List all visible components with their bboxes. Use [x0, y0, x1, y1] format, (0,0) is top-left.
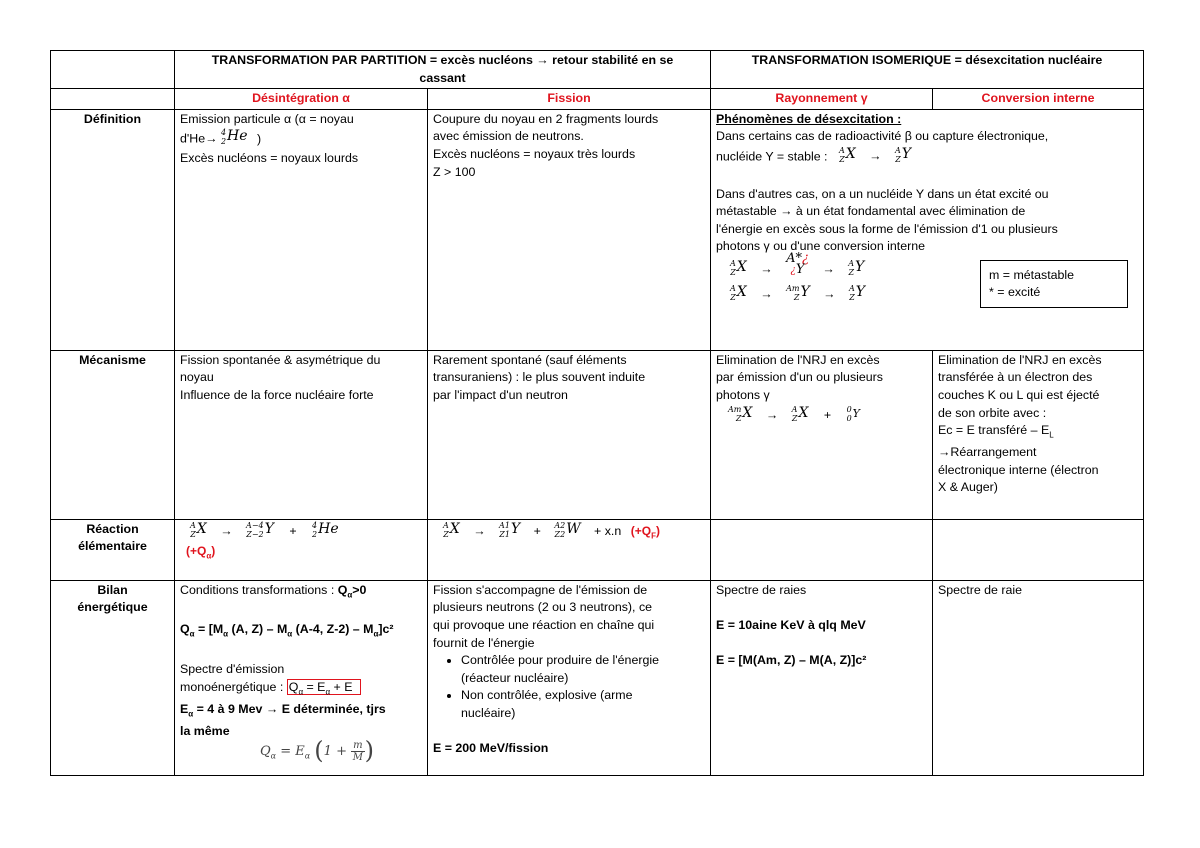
header-partition-line1: TRANSFORMATION PAR PARTITION = excès nucléons → retour stabilité en se — [211, 53, 674, 67]
definition-fission-line1: Coupure du noyau en 2 fragments lourds — [433, 111, 659, 126]
arrow-icon: → — [760, 262, 773, 277]
reaction-row — [51, 519, 1144, 580]
isomeric-p1-line1: Dans certains cas de radioactivité β ou capture électronique, — [716, 129, 1049, 144]
bilan-row — [51, 580, 1144, 775]
arrow-icon: → — [220, 524, 233, 539]
definition-row — [51, 109, 1144, 350]
arrow-icon: → — [473, 524, 486, 539]
bilan-alpha-line5: $E_\alpha = 4$ à 9 Mev → E déterminée, tjrs — [180, 701, 386, 719]
subheader-alpha: Désintégration α — [175, 89, 428, 110]
conversion-line1: Elimination de l'NRJ en excès — [938, 352, 1102, 367]
isomeric-p2-line1: Dans d'autres cas, on a un nucléide Y dans un état excité ou — [716, 186, 1049, 201]
arrow-icon: → — [822, 262, 835, 277]
conversion-line4: de son orbite avec : — [938, 405, 1047, 420]
definition-alpha-line3: Excès nucléons = noyaux lourds — [180, 151, 359, 166]
arrow-icon: → — [760, 287, 773, 302]
bilan-alpha-cell — [175, 580, 428, 775]
isomeric-p1-line2: nucléide Y = stable : A ZX → A ZY — [716, 146, 1138, 168]
mecanisme-fission-line1: Rarement spontané (sauf éléments — [433, 352, 627, 367]
bilan-fission-line4: fournit de l'énergie — [433, 635, 535, 650]
arrow-icon: → — [765, 407, 779, 422]
row-label-definition: Définition — [51, 109, 175, 350]
header-partition-line2: cassant — [419, 70, 466, 85]
list-item: • Contrôlée pour produire de l'énergie (réacteur nucléaire) — [461, 652, 705, 687]
mecanisme-alpha-line1: Fission spontanée & asymétrique du — [180, 352, 381, 367]
isomeric-p2-line4: photons γ ou d'une conversion interne — [716, 239, 926, 254]
subheader-fission: Fission — [428, 89, 711, 110]
row-label-bilan: Bilan énergétique — [51, 580, 175, 775]
conversion-line3: couches K ou L qui est éjecté — [938, 387, 1100, 402]
header-row — [51, 51, 1144, 89]
conversion-line2: transférée à un électron des — [938, 370, 1093, 385]
bilan-conversion-cell — [933, 580, 1144, 775]
header-partition — [175, 51, 711, 89]
bilan-alpha-line4: monoénergétique : $Q_\alpha = E_\alpha + E$ — [180, 679, 422, 701]
header-isomeric — [711, 51, 1144, 89]
desexcitation-title: Phénomènes de désexcitation : — [716, 111, 902, 126]
alpha-equation: A ZX → A−4 Z−2Y + 4 2He — [190, 520, 339, 539]
legend-box — [980, 260, 1128, 308]
conversion-line5: Ec = E transféré – $E_L$ — [938, 423, 1054, 440]
bilan-fission-line3: qui provoque une réaction en chaîne qui — [433, 617, 655, 632]
legend-excited: * = excité — [989, 284, 1041, 299]
helium-isotope: 4 2He — [220, 128, 248, 147]
mecanisme-gamma-line2: par émission d'un ou plusieurs — [716, 370, 883, 385]
metastable-chain: A ZX → Am ZY → A ZY — [730, 283, 866, 302]
definition-alpha-he-text: d'He→ — [180, 131, 218, 146]
reaction-gamma-cell — [711, 519, 933, 580]
definition-fission-cell — [428, 109, 711, 350]
reaction-alpha-cell — [175, 519, 428, 580]
conversion-line7: électronique interne (électron — [938, 462, 1099, 477]
definition-alpha-line1: Emission particule α (α = noyau — [180, 111, 354, 126]
definition-alpha-line2: d'He→ 4 2He ) — [180, 128, 422, 150]
subheader-row — [51, 89, 1144, 110]
legend-metastable: m = métastable — [989, 267, 1075, 282]
subheader-gamma: Rayonnement γ — [711, 89, 933, 110]
fission-bullet-list — [433, 652, 705, 722]
bilan-fission-cell — [428, 580, 711, 775]
header-isomeric-text: TRANSFORMATION ISOMERIQUE = désexcitation nucléaire — [751, 53, 1103, 67]
alpha-q-energy: $(+Q_\alpha)$ — [186, 543, 216, 561]
mecanisme-gamma-line1: Elimination de l'NRJ en excès — [716, 352, 880, 367]
mecanisme-fission-cell — [428, 350, 711, 519]
bilan-conversion-line1: Spectre de raie — [938, 582, 1023, 597]
definition-fission-line3: Excès nucléons = noyaux très lourds — [433, 146, 636, 161]
mecanisme-gamma-line3: photons γ — [716, 387, 770, 402]
definition-alpha-cell — [175, 109, 428, 350]
mecanisme-conversion-cell — [933, 350, 1144, 519]
bilan-gamma-line1: Spectre de raies — [716, 582, 807, 597]
reaction-fission-cell — [428, 519, 711, 580]
bilan-alpha-line1: Conditions transformations : $Q_\alpha>0$ — [180, 582, 367, 600]
bilan-alpha-line6: la même — [180, 723, 230, 738]
excited-chain: A ZX → A*¿ ¿Y → A ZY — [730, 250, 865, 277]
definition-isomeric-cell — [711, 109, 1144, 350]
subheader-empty-cell — [51, 89, 175, 110]
isotope-Y: A ZY — [895, 145, 912, 164]
mecanisme-fission-line2: transuraniens) : le plus souvent induite — [433, 370, 646, 385]
row-label-mecanisme: Mécanisme — [51, 350, 175, 519]
definition-fission-line4: Z > 100 — [433, 164, 476, 179]
reaction-conversion-cell — [933, 519, 1144, 580]
arrow-icon: → — [869, 149, 882, 164]
excited-isotope: A*¿ ¿Y — [786, 250, 809, 277]
bilan-alpha-line3: Spectre d'émission — [180, 662, 285, 677]
boxed-formula: $Q_\alpha = E_\alpha + E$ — [287, 679, 362, 695]
list-item: • Non contrôlée, explosive (arme nucléaire) — [461, 687, 705, 722]
isomeric-p2-line3: l'énergie en excès sous la forme de l'émission d'1 ou plusieurs — [716, 221, 1058, 236]
physics-summary-table — [50, 50, 1144, 776]
fission-energy: E = 200 MeV/fission — [433, 741, 549, 756]
mecanisme-alpha-line3: Influence de la force nucléaire forte — [180, 387, 374, 402]
subheader-conversion: Conversion interne — [933, 89, 1144, 110]
mecanisme-alpha-line2: noyau — [180, 370, 214, 385]
conversion-line6: →Réarrangement — [938, 445, 1037, 460]
q-alpha-formula: $Q_\alpha = [M_\alpha$ (A, $Z) - M_\alpha$ (A-4, $Z-2) - M_\alpha]c^2$ — [180, 622, 394, 639]
row-label-reaction: Réaction élémentaire — [51, 519, 175, 580]
mecanisme-gamma-cell — [711, 350, 933, 519]
bilan-gamma-cell — [711, 580, 933, 775]
isomeric-p2-line2: métastable → à un état fondamental avec élimination de — [716, 204, 1026, 219]
mecanisme-alpha-cell — [175, 350, 428, 519]
fission-equation: A ZX → A1 Z1Y + A2 Z2W + x.n $(+Q_F)$ — [443, 520, 660, 541]
isotope-X: A ZX — [838, 145, 856, 164]
mecanisme-fission-line3: par l'impact d'un neutron — [433, 387, 568, 402]
bilan-fission-line2: plusieurs neutrons (2 ou 3 neutrons), ce — [433, 600, 653, 615]
q-alpha-formula-image: $Q_\alpha = E_\alpha$ (1 + $\frac{m}{M}$) — [260, 737, 374, 766]
definition-fission-line2: avec émission de neutrons. — [433, 129, 584, 144]
arrow-icon: → — [823, 287, 836, 302]
bilan-gamma-line2: E = 10aine KeV à qlq MeV — [716, 617, 866, 632]
mecanisme-row — [51, 350, 1144, 519]
bilan-gamma-line3: E = [M(Am, Z) – M(A, Z)]c² — [716, 653, 867, 668]
gamma-equation: Am ZX → A ZX + 0 0Y — [728, 404, 860, 423]
conversion-line8: X & Auger) — [938, 480, 998, 495]
header-empty-cell — [51, 51, 175, 89]
bilan-fission-line1: Fission s'accompagne de l'émission de — [433, 582, 648, 597]
